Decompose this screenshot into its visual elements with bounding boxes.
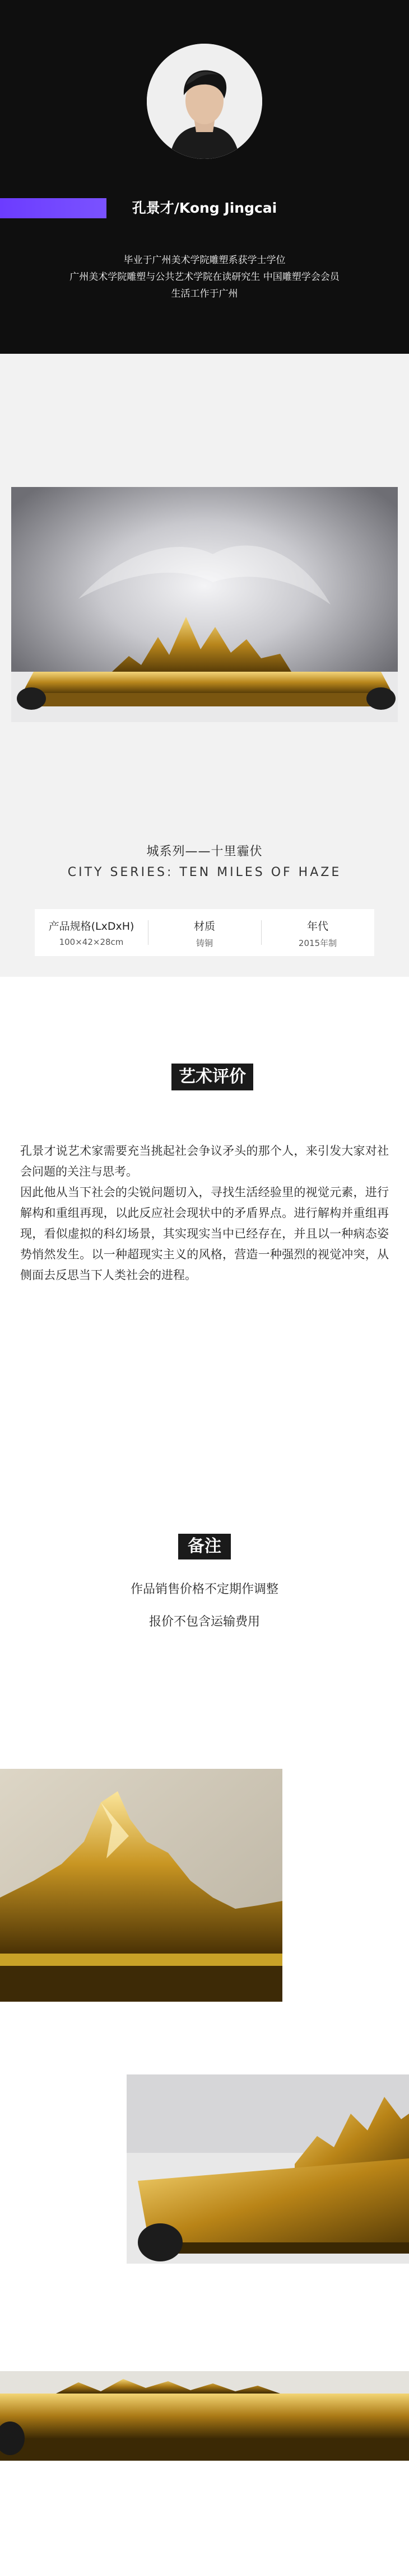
note-line: 报价不包含运输费用 (148, 1615, 260, 1629)
note-line: 作品销售价格不定期作调整 (130, 1582, 278, 1596)
spec-year (261, 909, 374, 956)
artist-name-bar (0, 198, 409, 218)
notes-heading: 备注 (178, 1534, 231, 1559)
review-paragraph: 孔景才说艺术家需要充当挑起社会争议矛头的那个人，来引发大家对社会问题的关注与思考。 (20, 1144, 389, 1178)
bio-line: 生活工作于广州 (171, 288, 238, 299)
spec-table (35, 909, 374, 956)
review-paragraph: 因此他从当下社会的尖锐问题切入，寻找生活经验里的视觉元素，进行解构和重组再现，以此反应社会现状中的矛盾界点。进行解构并重组再现，看似虚拟的科幻场景，其实现实当中已经存在，并且以一种病态姿势悄然发生。以一种超现实主义的风格，营造一种强烈的视觉冲突，从侧面去反思当下人类社会的进程。 (20, 1186, 389, 1282)
artwork-section (0, 354, 409, 977)
sculpture-photo (11, 487, 398, 722)
sculpture-detail-image (0, 2371, 409, 2461)
bio-line: 广州美术学院雕塑与公共艺术学院在读研究生 中国雕塑学会会员 (69, 271, 340, 283)
artwork-main-photo (11, 487, 398, 722)
spec-value: 100×42×28cm (59, 937, 124, 947)
review-text (20, 1141, 389, 1286)
spec-label: 材质 (193, 920, 215, 933)
artwork-title-en: CITY SERIES: TEN MILES OF HAZE (67, 865, 342, 879)
spec-label: 年代 (306, 920, 328, 933)
sculpture-detail-image (127, 2074, 409, 2264)
artist-portrait-image (147, 44, 262, 159)
review-heading: 艺术评价 (171, 1064, 253, 1090)
artist-avatar (147, 44, 262, 159)
artist-bio (0, 252, 409, 302)
artwork-title-cn: 城系列——十里霾伏 (146, 845, 263, 859)
detail-photo-3 (0, 2371, 409, 2461)
spec-label: 产品规格(LxDxH) (48, 920, 134, 933)
detail-photo-2 (127, 2074, 409, 2264)
bio-line: 毕业于广州美术学院雕塑系获学士学位 (123, 255, 286, 266)
spec-size (35, 909, 148, 956)
detail-photo-1 (0, 1769, 282, 2002)
sculpture-detail-image (0, 1769, 282, 2002)
spec-value: 铸铜 (196, 938, 213, 948)
artist-name: 孔景才/Kong Jingcai (132, 200, 277, 216)
spec-value: 2015年制 (298, 938, 337, 948)
artist-header (0, 0, 409, 354)
spec-material (148, 909, 261, 956)
